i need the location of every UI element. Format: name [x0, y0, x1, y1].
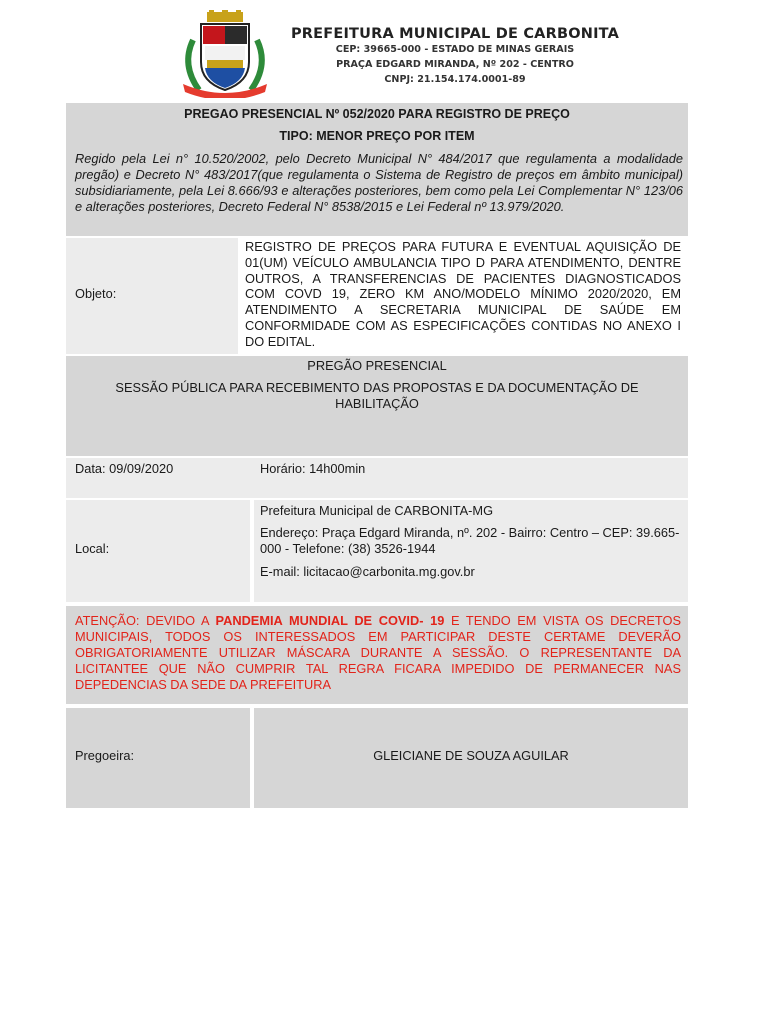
session-date: Data: 09/09/2020: [75, 461, 174, 476]
local-address: Endereço: Praça Edgard Miranda, nº. 202 - Bairro: Centro – CEP: 39.665-000 - Telefone: (38) 3526-1944: [260, 525, 680, 556]
local-label: Local:: [75, 541, 110, 556]
covid-warning-text: [75, 613, 681, 693]
cep-line: CEP: 39665-000 - ESTADO DE MINAS GERAIS: [335, 44, 575, 55]
local-email: E-mail: licitacao@carbonita.mg.gov.br: [260, 564, 475, 579]
letterhead-text: [290, 26, 620, 87]
notice-type: TIPO: MENOR PREÇO POR ITEM: [279, 129, 475, 143]
warning-highlight: PANDEMIA MUNDIAL DE COVID- 19: [215, 613, 445, 628]
session-time: Horário: 14h00min: [260, 461, 366, 476]
cnpj-line: CNPJ: 21.154.174.0001-89: [384, 74, 526, 85]
municipal-coat-of-arms-icon: [175, 10, 275, 98]
warning-prefix: ATENÇÃO: DEVIDO A: [75, 613, 216, 628]
warning-suffix: E TENDO EM VISTA OS DECRETOS MUNICIPAIS, TODOS OS INTERESSADOS EM PARTICIPAR DESTE CERTAME DEVERÃO OBRIGATORIAMENTE UTILIZAR MÁSCARA DURANTE A SESSÃO. O REPRESENTANTE DA LICITANTEE QUE NÃO CUMPRIR TAL REGRA FICARA IMPEDIDO DE PERMANECER NAS DEPEDENCIAS DA SEDE DA PREFEITURA: [75, 613, 681, 692]
local-name: Prefeitura Municipal de CARBONITA-MG: [260, 503, 494, 518]
session-modality: PREGÃO PRESENCIAL: [307, 358, 447, 373]
pregoeira-name: GLEICIANE DE SOUZA AGUILAR: [373, 748, 569, 763]
notice-title: PREGAO PRESENCIAL Nº 052/2020 PARA REGISTRO DE PREÇO: [184, 107, 570, 121]
objeto-description: REGISTRO DE PREÇOS PARA FUTURA E EVENTUAL AQUISIÇÃO DE 01(UM) VEÍCULO AMBULANCIA TIPO D PARA ATENDIMENTO, DENTRE OUTROS, A TRANSFERENCIAS DE PACIENTES DIAGNOSTICADOS COM COVD 19, ZERO KM ANO/MODELO MÍNIMO 2020/2020, EM ATENDIMENTO A SECRETARIA MUNICIPAL DE SAÚDE EM CONFORMIDADE COM AS ESPECIFICAÇÕES CONTIDAS NO ANEXO I DO EDITAL.: [245, 239, 681, 349]
municipality-name: PREFEITURA MUNICIPAL DE CARBONITA: [290, 26, 620, 42]
objeto-label: Objeto:: [75, 286, 117, 301]
letterhead: [0, 0, 770, 100]
session-description: SESSÃO PÚBLICA PARA RECEBIMENTO DAS PROPOSTAS E DA DOCUMENTAÇÃO DE HABILITAÇÃO: [115, 380, 639, 411]
address-line: PRAÇA EDGARD MIRANDA, Nº 202 - CENTRO: [336, 59, 574, 70]
pregoeira-label: Pregoeira:: [75, 748, 135, 763]
legal-basis-text: Regido pela Lei n° 10.520/2002, pelo Decreto Municipal N° 484/2017 que regulamenta a modalidade pregão) e Decreto N° 483/2017(que regulamenta o Sistema de Registro de preços em âmbito municipal) subsidiariamente, pela Lei 8.666/93 e alterações posteriores, bem como pela Lei Complementar N° 123/06 e alterações posteriores, Decreto Federal N° 8538/2015 e Lei Federal nº 13.979/2020.: [75, 151, 683, 214]
